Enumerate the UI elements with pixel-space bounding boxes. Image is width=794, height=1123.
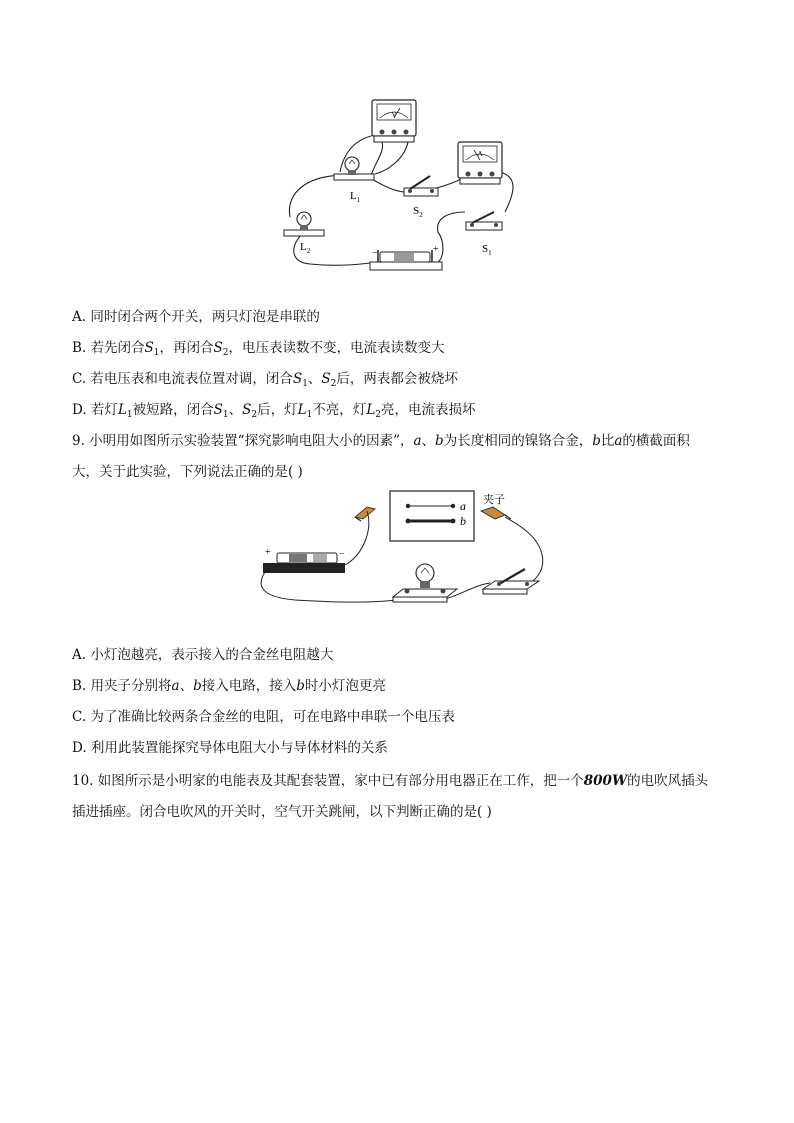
label-l1: $L_1$ [350,190,361,204]
q8-option-b: B. 若先闭合$S_1$，再闭合$S_2$，电压表读数不变，电流表读数变大 [72,340,445,358]
lamp-2 [393,564,457,602]
q9-stem-line-2: 大，关于此实验，下列说法正确的是( ) [72,464,303,480]
label-l2: $L_2$ [300,241,311,255]
q10-stem-line-1: 10. 如图所示是小明家的电能表及其配套装置，家中已有部分用电器正在工作，把一个800W的电吹风插头 [72,773,709,789]
left-clip [355,507,375,521]
right-clip [481,507,511,519]
wire-a-label: a [460,499,466,513]
battery [370,250,442,270]
label-s1: $S_1$ [482,243,492,257]
knife-switch [483,569,539,594]
ammeter-label: A [477,150,483,158]
q9-stem-line-1: 9. 小明用如图所示实验装置“探究影响电阻大小的因素”，a、b为长度相同的镍铬合金，b比a的横截面积 [72,433,690,449]
clip-label: 夹子 [483,494,505,506]
voltmeter-label: V [391,111,397,119]
q9-option-d: D. 利用此装置能探究导体电阻大小与导体材料的关系 [72,740,388,756]
battery-minus: − [372,248,378,259]
q9-option-c: C. 为了准确比较两条合金丝的电阻，可在电路中串联一个电压表 [72,709,455,725]
q8-option-a: A. 同时闭合两个开关，两只灯泡是串联的 [72,309,320,325]
switch-s2 [404,176,438,196]
circuit-figure-1 [270,92,530,272]
ammeter [458,142,502,184]
q8-option-d: D. 若灯$L_1$被短路，闭合$S_1$、$S_2$后，灯$L_1$不亮，灯$L_2$亮，电流表损坏 [72,402,476,420]
lamp-l1 [334,157,374,180]
wire-b-label: b [460,514,466,528]
q8-option-c: C. 若电压表和电流表位置对调，闭合$S_1$、$S_2$后，两表都会被烧坏 [72,371,458,389]
voltmeter [372,100,416,142]
battery-plus: + [433,244,439,255]
battery-2-minus: − [339,549,345,560]
battery-2-plus: + [265,547,271,558]
label-s2: $S_2$ [413,205,423,219]
circuit-figure-2 [255,485,555,620]
battery-2 [263,553,345,573]
q9-option-a: A. 小灯泡越亮，表示接入的合金丝电阻越大 [72,647,334,663]
q9-option-b: B. 用夹子分别将a、b接入电路，接入b时小灯泡更亮 [72,678,386,694]
switch-s1 [466,212,502,230]
q10-stem-line-2: 插进插座。闭合电吹风的开关时，空气开关跳闸，以下判断正确的是( ) [72,804,492,820]
